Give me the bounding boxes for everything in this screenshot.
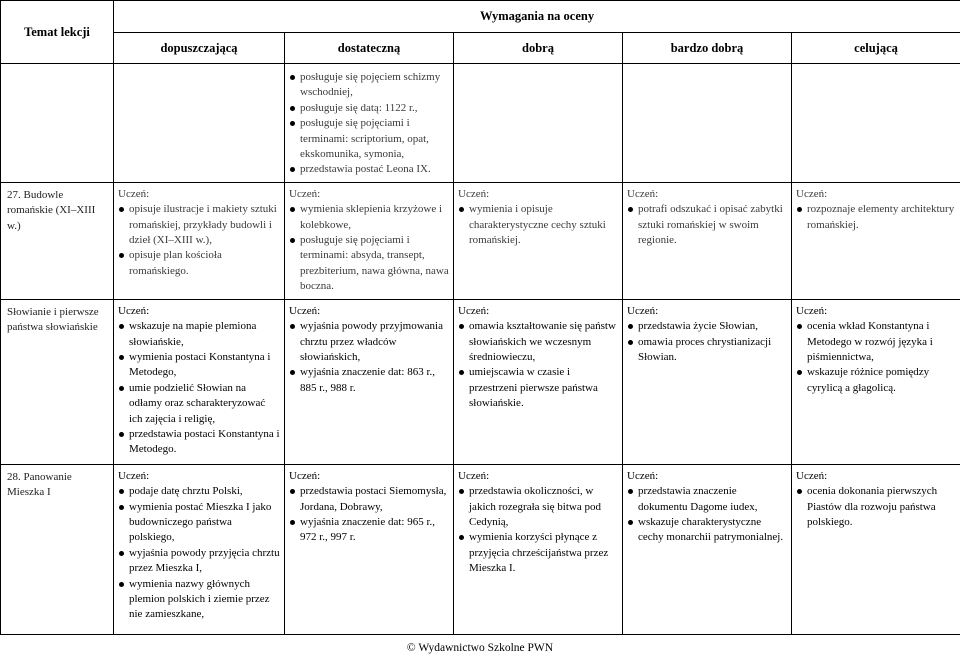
uczen-label: Uczeń: [118, 304, 150, 317]
list-item: wskazuje charakterystyczne cechy monarchii patrymonialnej. [627, 515, 787, 546]
cell [454, 182, 623, 299]
bullet-list [627, 319, 787, 365]
uczen-label: Uczeń: [458, 187, 490, 200]
list-item: posługuje się pojęciami i terminami: absyda, transept, prezbiterium, nawa główna, nawa boczna. [289, 233, 449, 295]
grade-header-4: bardzo dobrą [623, 33, 792, 64]
bullet-list [627, 202, 787, 248]
uczen-label: Uczeń: [627, 187, 659, 200]
bullet-list [796, 319, 956, 396]
table-row [1, 464, 960, 634]
cell [792, 299, 960, 464]
list-item: omawia kształtowanie się państw słowiańskich we wczesnym średniowieczu, [458, 319, 618, 365]
list-item: wskazuje na mapie plemiona słowiańskie, [118, 319, 280, 350]
grade-header-3: dobrą [454, 33, 623, 64]
bullet-list [458, 319, 618, 411]
list-item: wyjaśnia znaczenie dat: 863 r., 885 r., 988 r. [289, 365, 449, 396]
uczen-label: Uczeń: [458, 469, 490, 482]
table-row [1, 182, 960, 299]
bullet-list [118, 202, 280, 279]
uczen-label: Uczeń: [627, 469, 659, 482]
grade-header-2: dostateczną [285, 33, 454, 64]
uczen-label: Uczeń: [796, 187, 828, 200]
list-item: przedstawia życie Słowian, [627, 319, 787, 334]
uczen-label: Uczeń: [118, 469, 150, 482]
cell [285, 182, 454, 299]
cell [792, 182, 960, 299]
bullet-list [796, 202, 956, 233]
list-item: posługuje się pojęciami i terminami: scriptorium, opat, ekskomunika, symonia, [289, 116, 449, 162]
cell [623, 64, 792, 183]
list-item: posługuje się pojęciem schizmy wschodniej, [289, 70, 449, 101]
list-item: wymienia postaci Konstantyna i Metodego, [118, 350, 280, 381]
uczen-label: Uczeń: [796, 304, 828, 317]
list-item: przedstawia postać Leona IX. [289, 162, 449, 177]
list-item: przedstawia okoliczności, w jakich rozegrała się bitwa pod Cedynią, [458, 484, 618, 530]
list-item: wskazuje różnice pomiędzy cyrylicą a głagolicą. [796, 365, 956, 396]
bullet-list [289, 484, 449, 546]
uczen-label: Uczeń: [289, 187, 321, 200]
copyright-footer: © Wydawnictwo Szkolne PWN [406, 642, 554, 654]
list-item: posługuje się datą: 1122 r., [289, 101, 449, 116]
list-item: opisuje plan kościoła romańskiego. [118, 248, 280, 279]
cell [454, 64, 623, 183]
grade-header-5: celującą [792, 33, 960, 64]
topic-cell: 27. Budowle romańskie (XI–XIII w.) [1, 182, 114, 299]
cell [114, 464, 285, 634]
cell [114, 64, 285, 183]
list-item: wymienia postać Mieszka I jako budowniczego państwa polskiego, [118, 500, 280, 546]
cell [454, 299, 623, 464]
list-item: umiejscawia w czasie i przestrzeni pierwsze państwa słowiańskie. [458, 365, 618, 411]
bullet-list [289, 68, 449, 178]
cell [792, 464, 960, 634]
table-row [1, 299, 960, 464]
bullet-list [118, 484, 280, 623]
uczen-label: Uczeń: [289, 304, 321, 317]
list-item: przedstawia znaczenie dokumentu Dagome iudex, [627, 484, 787, 515]
topic-cell [1, 64, 114, 183]
cell [623, 299, 792, 464]
cell [114, 182, 285, 299]
list-item: wymienia sklepienia krzyżowe i kolebkowe, [289, 202, 449, 233]
bullet-list [118, 319, 280, 458]
list-item: wyjaśnia znaczenie dat: 965 r., 972 r., 997 r. [289, 515, 449, 546]
list-item: potrafi odszukać i opisać zabytki sztuki romańskiej w swoim regionie. [627, 202, 787, 248]
list-item: opisuje ilustracje i makiety sztuki romańskiej, przykłady budowli i dzieł (XI–XIII w.), [118, 202, 280, 248]
uczen-label: Uczeń: [118, 187, 150, 200]
topic-cell: Słowianie i pierwsze państwa słowiańskie [1, 299, 114, 464]
requirements-header: Wymagania na oceny [114, 1, 960, 33]
topic-column-header: Temat lekcji [1, 1, 114, 64]
bullet-list [289, 202, 449, 294]
cell [454, 464, 623, 634]
topic-cell: 28. Panowanie Mieszka I [1, 464, 114, 634]
bullet-list [289, 319, 449, 396]
cell [285, 64, 454, 183]
uczen-label: Uczeń: [458, 304, 490, 317]
uczen-label: Uczeń: [289, 469, 321, 482]
list-item: wyjaśnia powody przyjmowania chrztu przez władców słowiańskich, [289, 319, 449, 365]
table-row [1, 64, 960, 183]
list-item: ocenia dokonania pierwszych Piastów dla rozwoju państwa polskiego. [796, 484, 956, 530]
list-item: wymienia nazwy głównych plemion polskich i ziemie przez nie zamieszkane, [118, 577, 280, 623]
bullet-list [458, 484, 618, 576]
cell [792, 64, 960, 183]
list-item: rozpoznaje elementy architektury romańskiej. [796, 202, 956, 233]
cell [285, 299, 454, 464]
list-item: podaje datę chrztu Polski, [118, 484, 280, 499]
list-item: wymienia korzyści płynące z przyjęcia chrześcijaństwa przez Mieszka I. [458, 530, 618, 576]
bullet-list [627, 484, 787, 546]
grade-header-1: dopuszczającą [114, 33, 285, 64]
cell [114, 299, 285, 464]
uczen-label: Uczeń: [627, 304, 659, 317]
list-item: przedstawia postaci Siemomysła, Jordana, Dobrawy, [289, 484, 449, 515]
list-item: omawia proces chrystianizacji Słowian. [627, 335, 787, 366]
list-item: ocenia wkład Konstantyna i Metodego w rozwój języka i piśmiennictwa, [796, 319, 956, 365]
cell [285, 464, 454, 634]
list-item: umie podzielić Słowian na odłamy oraz scharakteryzować ich zajęcia i religię, [118, 381, 280, 427]
list-item: przedstawia postaci Konstantyna i Metodego. [118, 427, 280, 458]
bullet-list [796, 484, 956, 530]
list-item: wymienia i opisuje charakterystyczne cechy sztuki romańskiej. [458, 202, 618, 248]
cell [623, 464, 792, 634]
list-item: wyjaśnia powody przyjęcia chrztu przez Mieszka I, [118, 546, 280, 577]
uczen-label: Uczeń: [796, 469, 828, 482]
bullet-list [458, 202, 618, 248]
cell [623, 182, 792, 299]
